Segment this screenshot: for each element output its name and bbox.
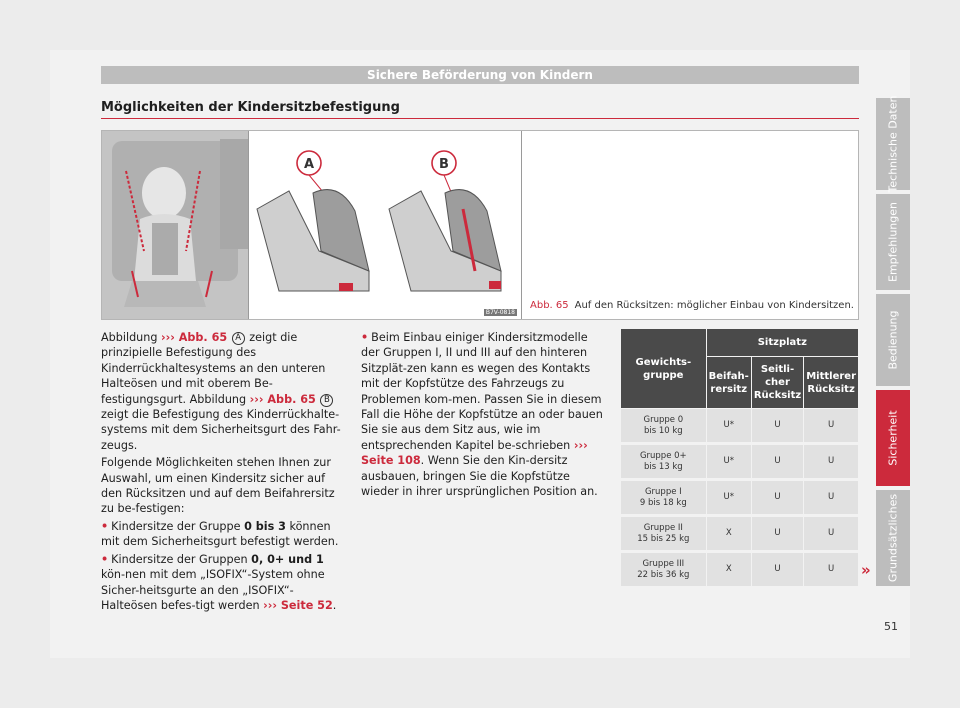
text-column-middle	[361, 330, 606, 501]
text-span: . Wenn Sie den Kin-dersitz ausbauen, bringen Sie die Kopfstütze wieder in ihrer ursprünglichen Position an.	[361, 454, 598, 499]
bullet-icon: •	[101, 552, 109, 566]
installation-diagram	[248, 131, 522, 319]
group-label: Gruppe II	[643, 522, 683, 533]
table-cell: U	[804, 553, 859, 589]
table-cell-group	[621, 517, 707, 553]
bold-text: 0 bis 3	[244, 519, 286, 533]
figure-caption	[530, 300, 854, 311]
page-number: 51	[884, 620, 898, 633]
weight-label: bis 10 kg	[643, 425, 683, 436]
table-row	[621, 481, 859, 517]
image-code: B7V-0818	[485, 309, 515, 316]
callout-marker-b: B	[320, 394, 333, 407]
table-cell: U	[804, 409, 859, 445]
text-span: .	[332, 598, 337, 612]
figure-label-b: B	[439, 157, 449, 172]
table-cell: U	[752, 445, 804, 481]
weight-label: 9 bis 18 kg	[639, 497, 687, 508]
text-span: zeigt die prinzipielle Befestigung des Kinderrückhaltesystems an den unteren Halteösen und mit oberem Be-festigungsgurt. Abbildung	[101, 331, 326, 406]
table-header-mittlerer: Mittlerer Rücksitz	[804, 357, 859, 409]
table-cell: X	[707, 517, 752, 553]
table-row	[621, 517, 859, 553]
bullet-item	[101, 552, 346, 614]
tab-bedienung[interactable]	[876, 294, 910, 386]
paragraph-2: Folgende Möglichkeiten stehen Ihnen zur Auswahl, um einen Kindersitz sicher auf den Rücksitzen und auf dem Beifahrersitz zu be-festigen:	[101, 456, 335, 516]
weight-label: bis 13 kg	[643, 461, 683, 472]
figure-reference-link[interactable]: ››› Abb. 65	[161, 331, 228, 344]
text-span: Kindersitze der Gruppen	[111, 552, 248, 566]
weight-label: 22 bis 36 kg	[637, 569, 690, 580]
tab-label: Grundsätzliches	[886, 493, 900, 583]
text-span: zeigt die Befestigung des Kinderrückhalte-systems mit dem Sicherheitsgurt des Fahr-zeugs.	[101, 408, 341, 452]
title-divider	[101, 118, 859, 119]
table-cell: U	[752, 553, 804, 589]
tab-grundsaetzliches[interactable]	[876, 490, 910, 586]
tab-label: Technische Daten	[886, 95, 900, 193]
table-cell: U	[752, 481, 804, 517]
tab-empfehlungen[interactable]	[876, 194, 910, 290]
tab-sicherheit[interactable]	[876, 390, 910, 486]
table-cell: U	[752, 517, 804, 553]
chapter-header-bar: Sichere Beförderung von Kindern	[101, 66, 859, 84]
figure-reference-link[interactable]: ››› Abb. 65	[249, 392, 316, 406]
tab-label: Empfehlungen	[886, 202, 900, 282]
table-cell-group	[621, 481, 707, 517]
tab-label: Bedienung	[886, 310, 900, 370]
caption-label: Abb. 65	[530, 300, 569, 311]
bullet-icon: •	[361, 331, 369, 344]
group-label: Gruppe III	[642, 558, 685, 569]
caption-text: Auf den Rücksitzen: möglicher Einbau von Kindersitzen.	[574, 300, 854, 311]
text-column-left	[101, 330, 346, 615]
group-label: Gruppe 0+	[639, 450, 687, 461]
bullet-icon: •	[101, 519, 109, 533]
table-row	[621, 553, 859, 589]
table-cell: U*	[707, 409, 752, 445]
text-span: Abbildung	[101, 331, 158, 344]
tab-label: Sicherheit	[886, 410, 900, 466]
child-seat-photo	[102, 131, 248, 319]
table-cell: U	[804, 481, 859, 517]
table-row	[621, 409, 859, 445]
table-cell: X	[707, 553, 752, 589]
table-cell: U*	[707, 481, 752, 517]
bullet-item	[101, 519, 346, 550]
page-reference-link[interactable]: ››› Seite 52	[263, 598, 333, 612]
table-cell: U	[752, 409, 804, 445]
table-cell: U*	[707, 445, 752, 481]
page-reference-link[interactable]: ››› Seite 108	[361, 438, 588, 468]
table-row	[621, 445, 859, 481]
table-header-seitlicher: Seitli-cher Rücksitz	[752, 357, 804, 409]
group-label: Gruppe 0	[643, 414, 684, 425]
table-cell-group	[621, 409, 707, 445]
bold-text: 0, 0+ und 1	[251, 552, 324, 566]
text-span: Kindersitze der Gruppe	[111, 519, 241, 533]
weight-label: 15 bis 25 kg	[637, 533, 690, 544]
table-cell: U	[804, 517, 859, 553]
group-label: Gruppe I	[644, 486, 682, 497]
section-title: Möglichkeiten der Kindersitzbefestigung	[101, 100, 400, 115]
table-header-beifahrer: Beifah-rersitz	[707, 357, 752, 409]
text-span: Beim Einbau einiger Kindersitzmodelle der Gruppen I, II und III auf den hinteren Sitzplät-zen kann es wegen des Kontakts mit der Kopfstütze des Fahrzeugs zu Problemen kom-men. Passen Sie in diesem Fall die Höhe der Kopfstütze an oder bauen Sie sie aus dem Sitz aus, wie im entsprechenden Kapitel be-schrieben	[361, 331, 603, 452]
bullet-item	[361, 330, 606, 499]
tab-technische-daten[interactable]	[876, 95, 910, 193]
table-cell-group	[621, 445, 707, 481]
paragraph-1	[101, 330, 346, 453]
table-cell-group	[621, 553, 707, 589]
text-span: kön-nen mit dem „ISOFIX“-System ohne Sicher-heitsgurte an den „ISOFIX“-Halteösen befes-tigt werden	[101, 568, 325, 612]
table-header-sitzplatz: Sitzplatz	[707, 329, 859, 357]
callout-marker-a: A	[232, 332, 245, 345]
child-seat-table	[621, 329, 859, 589]
figure-label-a: A	[303, 157, 315, 172]
continue-arrow-icon: »	[861, 561, 871, 579]
figure-65	[101, 130, 859, 320]
table-header-group: Gewichts-gruppe	[621, 329, 707, 409]
text-span: können mit dem Sicherheitsgurt befestigt werden.	[101, 519, 339, 549]
table-cell: U	[804, 445, 859, 481]
